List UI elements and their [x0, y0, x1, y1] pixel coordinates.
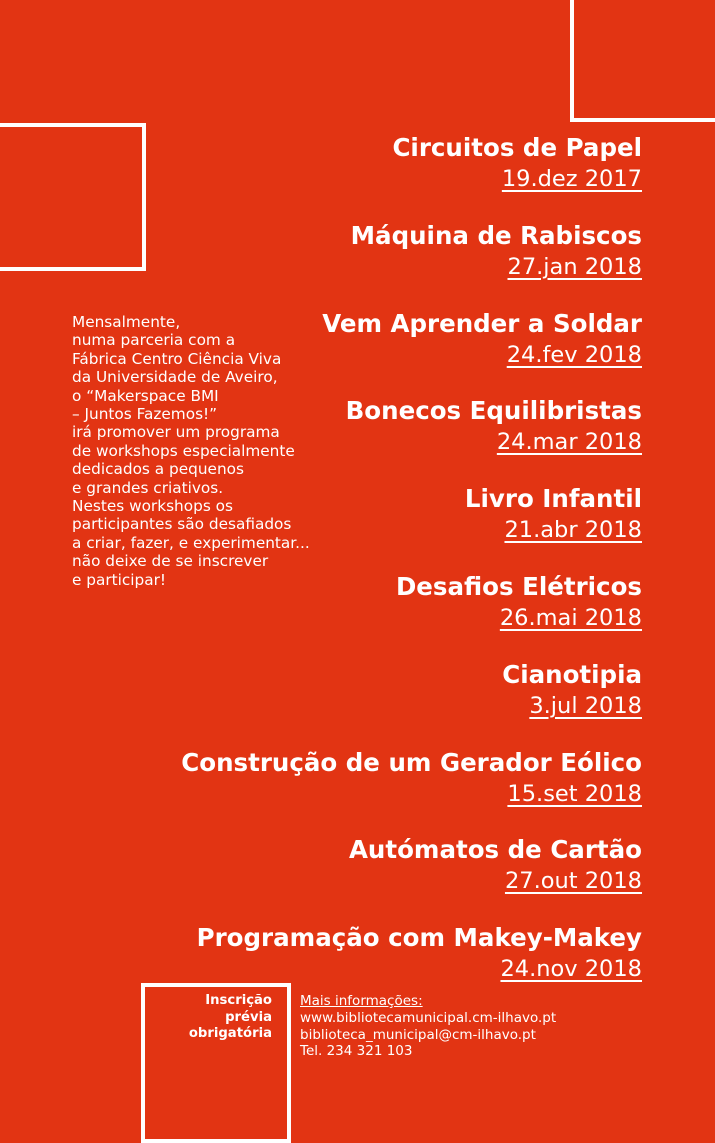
event-date: 3.jul 2018	[529, 692, 642, 719]
event-date: 19.dez 2017	[501, 166, 642, 192]
event-date: 21.abr 2018	[504, 517, 642, 544]
intro-line: Mensalmente,	[72, 313, 181, 331]
intro-line: a criar, fazer, e experimentar...	[72, 533, 310, 552]
registration-line: Inscrição	[205, 993, 272, 1008]
event-title: Cianotipia	[502, 659, 642, 689]
registration-line: obrigatória	[188, 1026, 272, 1041]
intro-line: de workshops especialmente	[72, 441, 295, 460]
event-item	[122, 833, 642, 921]
intro-line: o “Makerspace BMI	[72, 386, 219, 405]
event-item	[122, 394, 642, 482]
intro-line: Nestes workshops os	[72, 497, 233, 516]
registration-notice	[150, 993, 272, 1043]
intro-line: dedicados a pequenos	[72, 460, 244, 479]
website-link[interactable]: www.bibliotecamunicipal.cm-ilhavo.pt	[300, 1009, 557, 1026]
event-item	[122, 746, 642, 834]
event-date: 27.jan 2018	[507, 253, 642, 280]
contact-info	[300, 993, 700, 1060]
event-title: Autómatos de Cartão	[348, 835, 642, 865]
intro-line: participantes são desafiados	[72, 515, 292, 534]
event-item	[122, 570, 642, 658]
intro-line: irá promover um programa	[72, 423, 280, 442]
intro-line: – Juntos Fazemos!”	[72, 405, 218, 424]
intro-line: e grandes criativos.	[72, 478, 224, 497]
info-heading: Mais informações:	[300, 993, 423, 1009]
decorative-frame-top-right	[570, 0, 715, 122]
event-title: Máquina de Rabiscos	[350, 220, 642, 250]
event-date: 26.mai 2018	[499, 604, 642, 631]
event-title: Bonecos Equilibristas	[345, 396, 642, 426]
event-title: Desafios Elétricos	[395, 571, 642, 601]
event-title: Livro Infantil	[464, 484, 642, 514]
event-title: Construção de um Gerador Eólico	[181, 747, 642, 777]
event-item	[122, 307, 642, 395]
email-link[interactable]: biblioteca_municipal@cm-ilhavo.pt	[300, 1026, 536, 1043]
event-title: Circuitos de Papel	[392, 133, 642, 162]
event-item	[122, 658, 642, 746]
event-date: 27.out 2018	[504, 868, 642, 895]
event-date: 15.set 2018	[507, 780, 642, 807]
phone-number: Tel. 234 321 103	[300, 1043, 413, 1060]
intro-line: da Universidade de Aveiro,	[72, 368, 278, 387]
registration-line: prévia	[225, 1009, 272, 1025]
event-title: Programação com Makey-Makey	[196, 923, 642, 953]
workshop-schedule	[122, 131, 642, 1009]
event-date: 24.nov 2018	[500, 956, 642, 983]
event-item	[122, 131, 642, 219]
event-title: Vem Aprender a Soldar	[322, 308, 642, 338]
event-item	[122, 482, 642, 570]
event-date: 24.mar 2018	[496, 429, 642, 456]
event-date: 24.fev 2018	[506, 341, 642, 368]
intro-line: e participar!	[72, 570, 167, 589]
intro-line: Fábrica Centro Ciência Viva	[72, 349, 282, 368]
event-item	[122, 219, 642, 307]
intro-line: numa parceria com a	[72, 331, 236, 350]
intro-line: não deixe de se inscrever	[72, 552, 269, 571]
